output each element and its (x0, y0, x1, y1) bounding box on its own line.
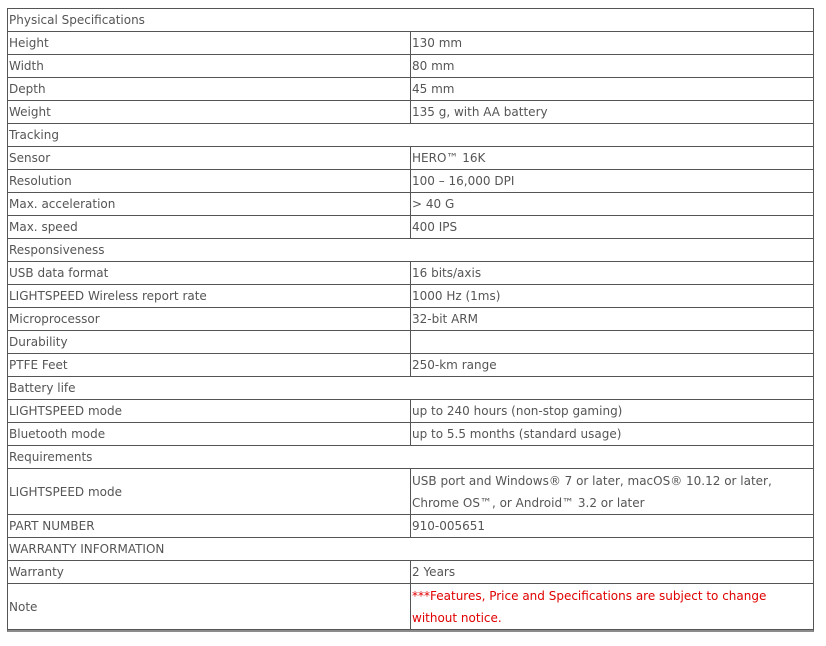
table-row (8, 216, 814, 239)
spec-label: Bluetooth mode (8, 423, 411, 446)
table-row (8, 101, 814, 124)
spec-value: 80 mm (411, 55, 814, 78)
spec-value: 130 mm (411, 32, 814, 55)
section-header: Requirements (8, 446, 814, 469)
spec-value: 45 mm (411, 78, 814, 101)
table-row (8, 400, 814, 423)
spec-label: Height (8, 32, 411, 55)
section-header-row (8, 124, 814, 147)
table-row (8, 78, 814, 101)
spec-label: PTFE Feet (8, 354, 411, 377)
spec-label: USB data format (8, 262, 411, 285)
spec-label: Note (8, 584, 411, 630)
table-row (8, 423, 814, 446)
table-row (8, 469, 814, 515)
specifications-table (7, 8, 814, 630)
spec-value: 250-km range (411, 354, 814, 377)
section-header: Tracking (8, 124, 814, 147)
spec-label: Depth (8, 78, 411, 101)
spec-value: up to 240 hours (non-stop gaming) (411, 400, 814, 423)
table-row (8, 170, 814, 193)
spec-label: PART NUMBER (8, 515, 411, 538)
spec-value: > 40 G (411, 193, 814, 216)
table-row (8, 147, 814, 170)
spec-label: Sensor (8, 147, 411, 170)
section-header: WARRANTY INFORMATION (8, 538, 814, 561)
spec-label: Width (8, 55, 411, 78)
spec-label: Max. speed (8, 216, 411, 239)
table-row (8, 285, 814, 308)
spec-value: 135 g, with AA battery (411, 101, 814, 124)
spec-value: USB port and Windows® 7 or later, macOS® 10.12 or later, Chrome OS™, or Android™ 3.2 or later (411, 469, 814, 515)
spec-label: LIGHTSPEED mode (8, 469, 411, 515)
section-header-row (8, 446, 814, 469)
table-row (8, 584, 814, 630)
note-text: ***Features, Price and Specifications are subject to change without notice. (411, 584, 814, 630)
section-header-row (8, 377, 814, 400)
table-row (8, 262, 814, 285)
table-row (8, 354, 814, 377)
spec-value: 2 Years (411, 561, 814, 584)
spec-label: Warranty (8, 561, 411, 584)
section-header-row (8, 9, 814, 32)
spec-label: Microprocessor (8, 308, 411, 331)
table-row (8, 193, 814, 216)
spec-label: LIGHTSPEED Wireless report rate (8, 285, 411, 308)
table-row (8, 515, 814, 538)
spec-value: 1000 Hz (1ms) (411, 285, 814, 308)
spec-value (411, 331, 814, 354)
table-row (8, 308, 814, 331)
section-header-row (8, 239, 814, 262)
spec-value: 910-005651 (411, 515, 814, 538)
spec-label: Weight (8, 101, 411, 124)
spec-label: Durability (8, 331, 411, 354)
spec-value: 400 IPS (411, 216, 814, 239)
spec-label: Resolution (8, 170, 411, 193)
table-row (8, 55, 814, 78)
section-header: Physical Specifications (8, 9, 814, 32)
table-row (8, 331, 814, 354)
spec-value: 100 – 16,000 DPI (411, 170, 814, 193)
section-header: Battery life (8, 377, 814, 400)
spec-value: HERO™ 16K (411, 147, 814, 170)
spec-value: 32-bit ARM (411, 308, 814, 331)
spec-value: up to 5.5 months (standard usage) (411, 423, 814, 446)
section-header-row (8, 538, 814, 561)
spec-value: 16 bits/axis (411, 262, 814, 285)
table-row (8, 561, 814, 584)
table-row (8, 32, 814, 55)
spec-label: LIGHTSPEED mode (8, 400, 411, 423)
section-header: Responsiveness (8, 239, 814, 262)
spec-label: Max. acceleration (8, 193, 411, 216)
